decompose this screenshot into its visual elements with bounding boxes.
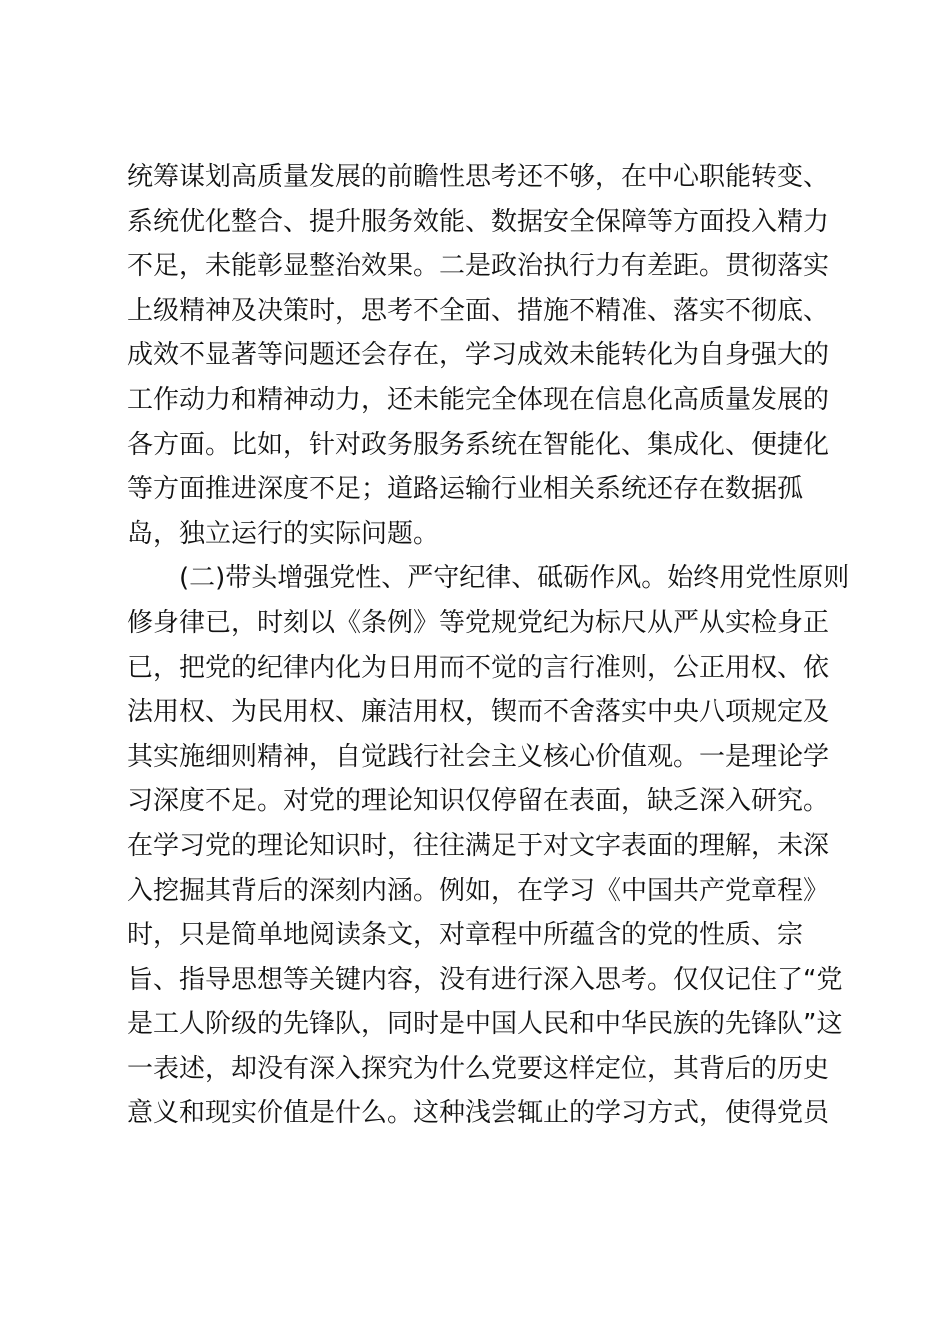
text-line: 不足，未能彰显整治效果。二是政治执行力有差距。贯彻落实 bbox=[127, 251, 830, 282]
section-heading-line: (二)带头增强党性、严守纪律、砥砺作风。始终用党性原则 bbox=[179, 563, 850, 594]
text-line: 等方面推进深度不足；道路运输行业相关系统还存在数据孤 bbox=[127, 474, 804, 505]
text-line: 时，只是简单地阅读条文，对章程中所蕴含的党的性质、宗 bbox=[127, 920, 804, 951]
text-line: 岛，独立运行的实际问题。 bbox=[127, 518, 440, 549]
text-line: 系统优化整合、提升服务效能、数据安全保障等方面投入精力 bbox=[127, 206, 830, 237]
text-line: 其实施细则精神，自觉践行社会主义核心价值观。一是理论学 bbox=[127, 741, 830, 772]
text-line: 各方面。比如，针对政务服务系统在智能化、集成化、便捷化 bbox=[127, 429, 830, 460]
text-line: 一表述，却没有深入探究为什么党要这样定位，其背后的历史 bbox=[127, 1053, 830, 1084]
text-line: 在学习党的理论知识时，往往满足于对文字表面的理解，未深 bbox=[127, 830, 830, 861]
text-line: 旨、指导思想等关键内容，没有进行深入思考。仅仅记住了“党 bbox=[127, 964, 843, 995]
text-line: 成效不显著等问题还会存在，学习成效未能转化为自身强大的 bbox=[127, 340, 830, 371]
text-line: 习深度不足。对党的理论知识仅停留在表面，缺乏深入研究。 bbox=[127, 786, 830, 817]
text-line: 统筹谋划高质量发展的前瞻性思考还不够，在中心职能转变、 bbox=[127, 162, 830, 192]
text-line: 工作动力和精神动力，还未能完全体现在信息化高质量发展的 bbox=[127, 384, 830, 415]
body-text bbox=[127, 155, 850, 1136]
text-line: 是工人阶级的先锋队，同时是中国人民和中华民族的先锋队”这 bbox=[127, 1009, 843, 1040]
text-line: 意义和现实价值是什么。这种浅尝辄止的学习方式，使得党员 bbox=[127, 1098, 830, 1129]
text-line: 已，把党的纪律内化为日用而不觉的言行准则，公正用权、依 bbox=[127, 652, 830, 683]
text-line: 修身律已，时刻以《条例》等党规党纪为标尺从严从实检身正 bbox=[127, 607, 830, 638]
text-line: 上级精神及决策时，思考不全面、措施不精准、落实不彻底、 bbox=[127, 295, 830, 326]
text-line: 入挖掘其背后的深刻内涵。例如，在学习《中国共产党章程》 bbox=[127, 875, 830, 906]
text-line: 法用权、为民用权、廉洁用权，锲而不舍落实中央八项规定及 bbox=[127, 697, 830, 728]
